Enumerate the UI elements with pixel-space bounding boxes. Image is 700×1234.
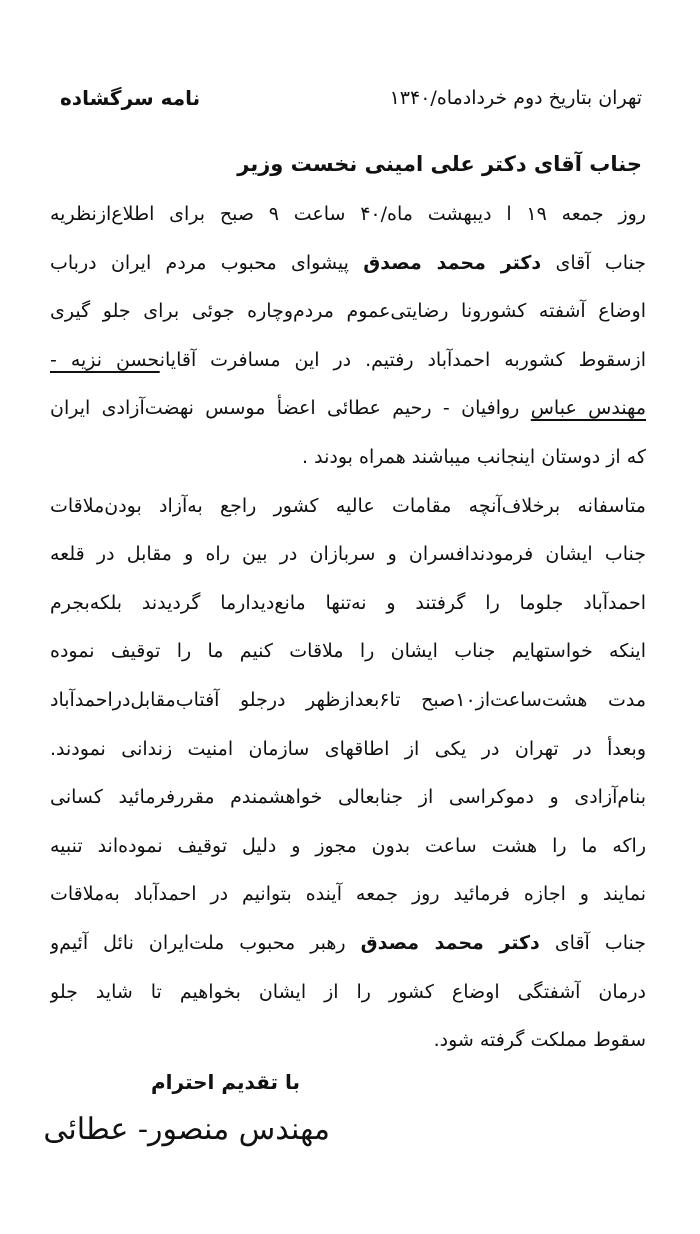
open-letter-label: نامه سرگشاده	[60, 86, 201, 110]
body-line: درمان آشفتگی اوضاع کشور را از ایشان بخواهیم تا شاید جلو	[50, 980, 646, 1003]
addressee-line: جناب آقای دکتر علی امینی نخست وزیر	[237, 152, 642, 176]
body-line	[50, 336, 646, 385]
signature: مهندس منصور- عطائی	[43, 1112, 330, 1147]
text-fragment: روافیان - رحیم عطائی اعضأ موسس نهضت‌آزادی ایران	[50, 397, 520, 420]
date-line: تهران بتاریخ دوم خردادماه/۱۳۴۰	[389, 87, 642, 109]
letter-body	[50, 190, 646, 1065]
body-line: مدت هشت‌ساعت‌از۱۰صبح تا۶بعدازظهر درجلو آفتاب‌مقابل‌دراحمدآباد	[50, 688, 646, 711]
body-line: اینکه خواستهایم جناب ایشان را ملاقات کنیم ما را توقیف نموده	[50, 640, 646, 663]
body-line: متاسفانه برخلاف‌آنچه مقامات عالیه کشور راجع به‌آزاد بودن‌ملاقات	[50, 494, 646, 517]
body-line: جناب ایشان فرمودند‌افسران و سربازان در بین راه و مقابل در قلعه	[50, 543, 646, 566]
body-line: راکه ما را هشت ساعت بدون مجوز و دلیل توقیف نموده‌اند تنبیه	[50, 834, 646, 857]
text-fragment: جناب آقای	[554, 931, 646, 954]
body-line: سقوط مملکت گرفته شود.	[433, 1029, 646, 1052]
letter-header	[60, 78, 642, 118]
body-line	[50, 239, 646, 288]
text-fragment: جناب آقای	[555, 251, 646, 274]
name-mosaddegh: دکتر محمد مصدق	[363, 251, 542, 274]
text-fragment: ازسقوط کشوربه احمدآباد رفتیم. در این مسافرت آقایان	[159, 348, 646, 371]
body-line	[50, 919, 646, 968]
text-fragment: پیشوای محبوب مردم ایران درباب	[50, 251, 349, 274]
body-line: اوضاع آشفته کشورونا رضایتی‌عموم مردم‌وچاره جوئی برای جلو گیری	[50, 300, 646, 323]
body-line: احمدآباد جلوما را گرفتند و نه‌تنها مانع‌دیدارما گردیدند بلکه‌بجرم	[50, 591, 646, 614]
body-line: وبعدأ در تهران در یکی از اطاقهای سازمان امنیت زندانی نمودند.	[50, 737, 646, 760]
body-line: که از دوستان اینجانب میباشند همراه بودند .	[302, 445, 646, 468]
closing-line: با تقدیم احترام	[151, 1070, 300, 1094]
text-fragment: رهبر محبوب ملت‌ایران نائل آئیم‌و	[50, 931, 346, 954]
underlined-name: مهندس عباس	[530, 397, 646, 420]
body-line: روز جمعه ۱۹ ا دیبهشت ماه/۴۰ ساعت ۹ صبح برای اطلاع‌ازنظریه	[50, 203, 646, 225]
body-line	[50, 384, 646, 433]
body-line: بنام‌آزادی و دموکراسی از جنابعالی خواهشمندم مقررفرمائید کسانی	[50, 786, 646, 809]
underlined-name: حسن نزیه -	[50, 348, 160, 371]
name-mosaddegh: دکتر محمد مصدق	[360, 931, 540, 954]
body-line: نمایند و اجازه فرمائید روز جمعه آینده بتوانیم در احمدآباد به‌ملاقات	[50, 883, 646, 906]
